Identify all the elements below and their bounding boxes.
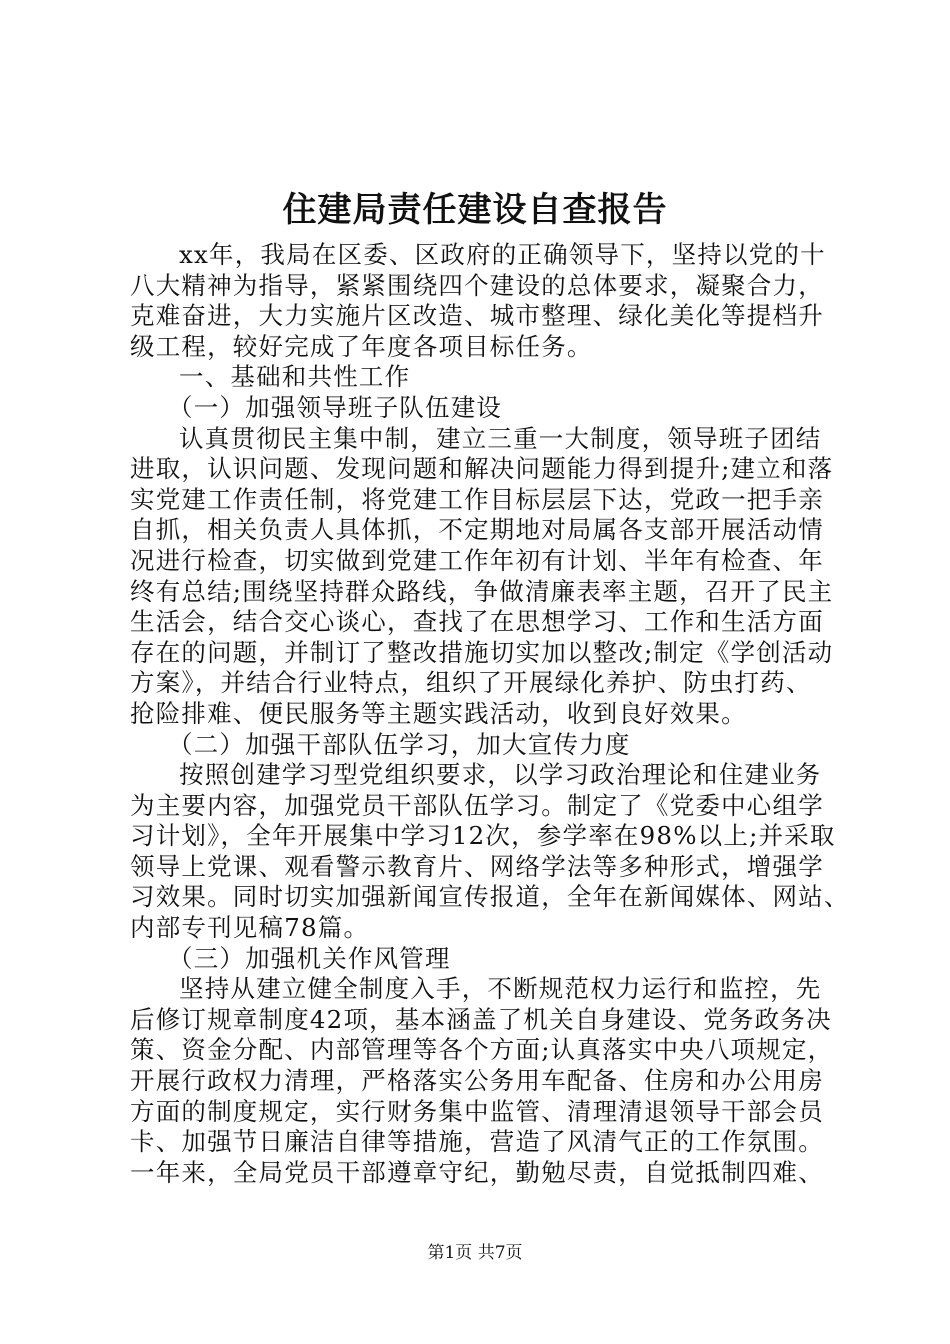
body-line: 领导上党课、观看警示教育片、网络学法等多种形式，增强学 bbox=[130, 851, 824, 881]
body-line: 方案》，并结合行业特点，组织了开展绿化养护、防虫打药、 bbox=[130, 668, 812, 698]
body-line: 习效果。同时切实加强新闻宣传报道，全年在新闻媒体、网站、 bbox=[130, 882, 850, 912]
body-line: （二）加强干部队伍学习，加大宣传力度 bbox=[168, 729, 631, 759]
body-line: （三）加强机关作风管理 bbox=[168, 943, 451, 973]
body-line: 实党建工作责任制，将党建工作目标层层下达，党政一把手亲 bbox=[130, 484, 824, 514]
body-line: 克难奋进，大力实施片区改造、城市整理、绿化美化等提档升 bbox=[130, 301, 824, 331]
body-line: 坚持从建立健全制度入手，不断规范权力运行和监控，先 bbox=[179, 974, 822, 1004]
body-line: 习计划》，全年开展集中学习12次，参学率在98%以上;并采取 bbox=[130, 821, 836, 851]
document-title: 住建局责任建设自查报告 bbox=[282, 190, 668, 230]
body-line: 一年来，全局党员干部遵章守纪，勤勉尽责，自觉抵制四难、 bbox=[130, 1157, 824, 1187]
body-line: 内部专刊见稿78篇。 bbox=[130, 913, 370, 943]
body-line: 级工程，较好完成了年度各项目标任务。 bbox=[130, 331, 593, 361]
body-line: 生活会，结合交心谈心，查找了在思想学习、工作和生活方面 bbox=[130, 607, 824, 637]
body-line: 认真贯彻民主集中制，建立三重一大制度，领导班子团结 bbox=[179, 423, 822, 453]
body-line: （一）加强领导班子队伍建设 bbox=[168, 392, 503, 422]
body-line: 策、资金分配、内部管理等各个方面;认真落实中央八项规定， bbox=[130, 1035, 834, 1065]
body-line: 终有总结;围绕坚持群众路线，争做清廉表率主题，召开了民主 bbox=[130, 576, 834, 606]
document-body bbox=[130, 240, 850, 1188]
body-line: 后修订规章制度42项，基本涵盖了机关自身建设、党务政务决 bbox=[130, 1004, 832, 1034]
body-line: 抢险排难、便民服务等主题实践活动，收到良好效果。 bbox=[130, 698, 747, 728]
body-line: 一、基础和共性工作 bbox=[179, 362, 411, 392]
body-line: 存在的问题，并制订了整改措施切实加以整改;制定《学创活动 bbox=[130, 637, 834, 667]
body-line: 开展行政权力清理，严格落实公务用车配备、住房和办公用房 bbox=[130, 1066, 824, 1096]
body-line: 卡、加强节日廉洁自律等措施，营造了风清气正的工作氛围。 bbox=[130, 1127, 824, 1157]
body-line: 方面的制度规定，实行财务集中监管、清理清退领导干部会员 bbox=[130, 1096, 824, 1126]
body-line: xx年，我局在区委、区政府的正确领导下，坚持以党的十 bbox=[179, 240, 826, 269]
body-line: 八大精神为指导，紧紧围绕四个建设的总体要求，凝聚合力， bbox=[130, 270, 824, 300]
body-line: 进取，认识问题、发现问题和解决问题能力得到提升;建立和落 bbox=[130, 454, 834, 484]
body-line: 为主要内容，加强党员干部队伍学习。制定了《党委中心组学 bbox=[130, 790, 824, 820]
body-line: 按照创建学习型党组织要求，以学习政治理论和住建业务 bbox=[179, 760, 822, 790]
body-line: 自抓，相关负责人具体抓，不定期地对局属各支部开展活动情 bbox=[130, 515, 824, 545]
body-line: 况进行检查，切实做到党建工作年初有计划、半年有检查、年 bbox=[130, 545, 824, 575]
page-footer: 第1页 共7页 bbox=[427, 1243, 523, 1263]
